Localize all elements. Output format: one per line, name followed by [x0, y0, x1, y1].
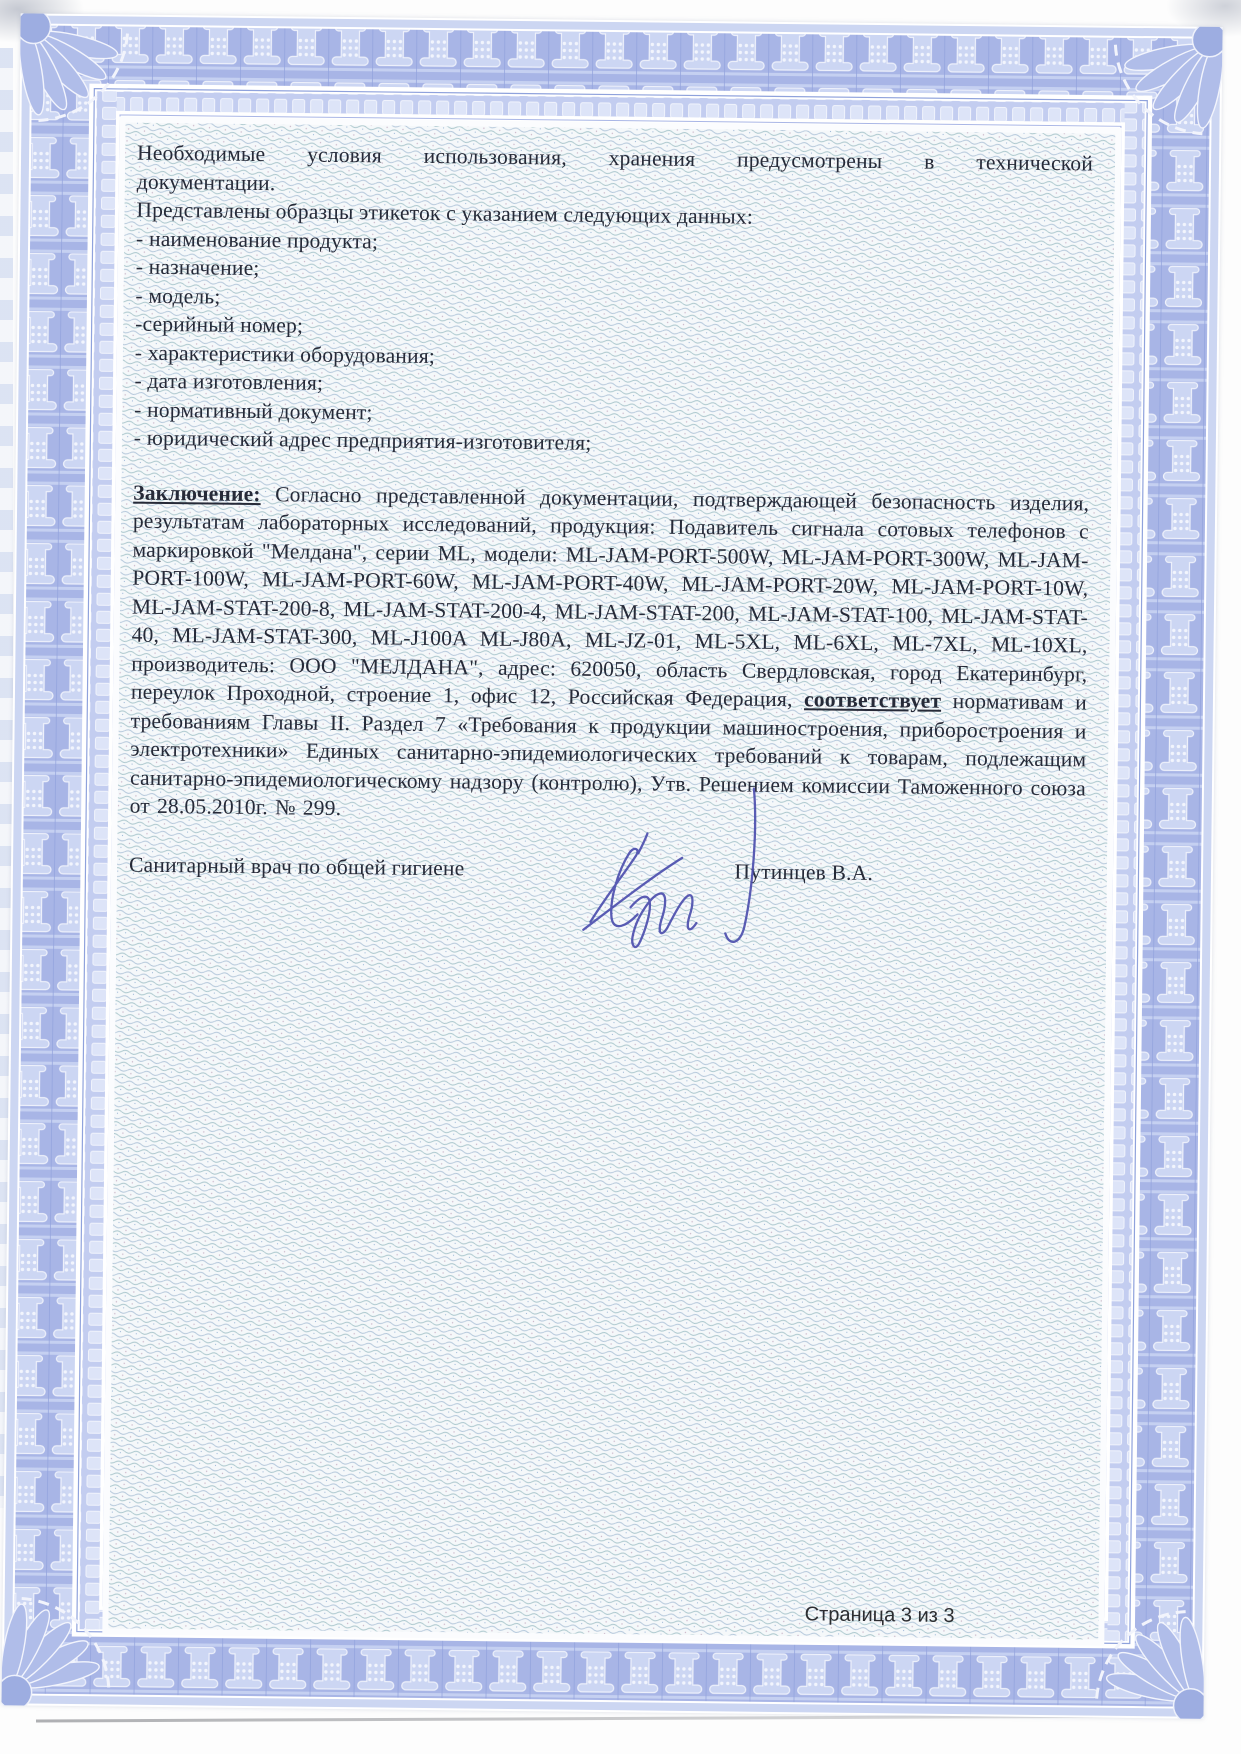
handwritten-signature-icon: [575, 767, 777, 969]
label-item: - модель;: [135, 283, 221, 309]
label-item: - назначение;: [135, 254, 260, 281]
label-item: - дата изготовления;: [134, 368, 324, 395]
document-body-area: [102, 116, 1121, 1645]
conclusion-emphasis: соответствует: [803, 687, 942, 713]
certificate-page: [1, 13, 1222, 1719]
paragraph-labels-intro: Представлены образцы этикеток с указанием следующих данных:: [136, 197, 754, 229]
label-item: - наименование продукта;: [136, 226, 379, 253]
conclusion-label: Заключение:: [133, 480, 261, 506]
paragraph-conditions: Необходимые условия использования, хранения предусмотрены в технической документации.: [136, 140, 1094, 195]
label-item: - характеристики оборудования;: [134, 340, 436, 368]
label-item: -серийный номер;: [135, 311, 304, 338]
page-number: Страница 3 из 3: [804, 1603, 955, 1628]
signer-role: Санитарный врач по общей гигиене: [128, 852, 465, 880]
signer-name: Путинцев В.А.: [734, 858, 874, 885]
conclusion-text-before: Согласно представленной документации, подтверждающей безопасность изделия, результатам лабораторных исследований, продукция: Подавитель сигнала сотовых телефонов с маркировкой "Мелдана", серии ML, модели: ML-JAM-PORT-500W, ML-JAM-PORT-300W, ML-JAM-PORT-100W, ML-JAM-PORT-60W, ML-JAM-PORT-40W, ML-JAM-PORT-20W, ML-JAM-PORT-10W, ML-JAM-STAT-200-8, ML-JAM-STAT-200-4, ML-JAM-STAT-200, ML-JAM-STAT-100, ML-JAM-STAT-40, ML-JAM-STAT-300, ML-J100A ML-J80A, ML-JZ-01, ML-5XL, ML-6XL, ML-7XL, ML-10XL, производитель: ООО "МЕЛДАНА", адрес: 620050, область Свердловская, город Екатеринбург, переулок Проходной, строение 1, офис 12, Российская Федерация,: [130, 481, 1090, 712]
conclusion-text-after: нормативам и требованиям Главы II. Раздел 7 «Требования к продукции машиностроения, приборостроения и электротехники» Единых санитарно-эпидемиологических требований к товарам, подлежащим санитарно-эпидемиологическому надзору (контролю), Утв. Решением комиссии Таможенного союза от 28.05.2010г. № 299.: [129, 688, 1088, 821]
label-item: - нормативный документ;: [134, 397, 373, 424]
label-item: - юридический адрес предприятия-изготовителя;: [133, 425, 592, 455]
